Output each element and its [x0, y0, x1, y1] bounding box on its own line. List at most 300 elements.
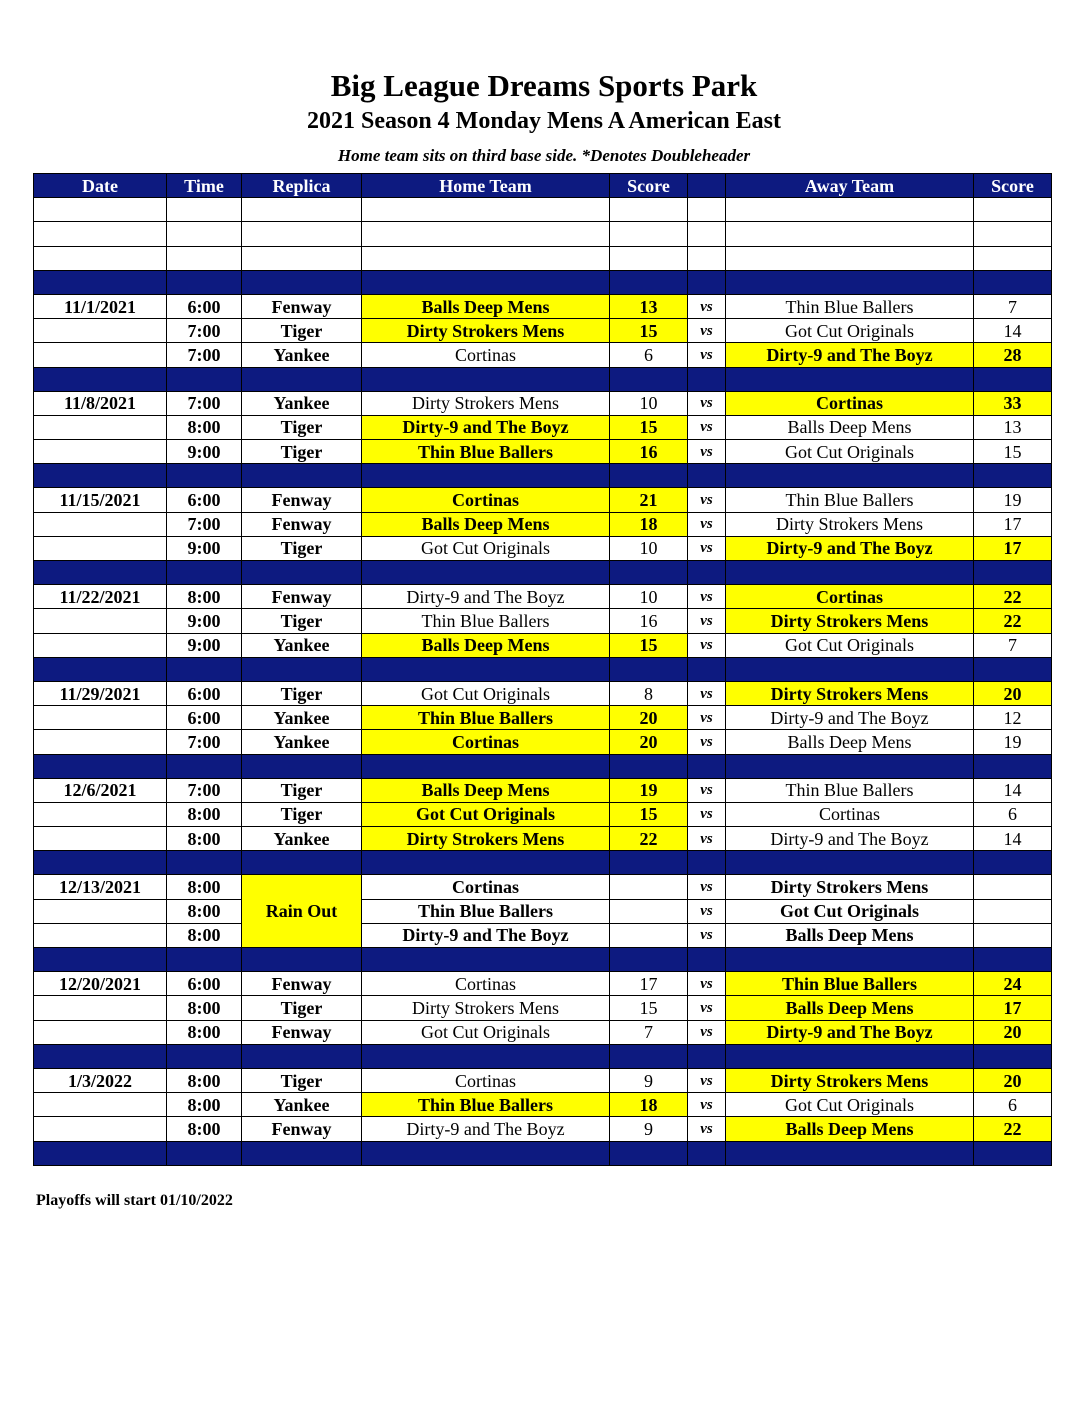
vs-label: vs — [688, 440, 726, 464]
vs-label: vs — [688, 585, 726, 609]
game-date — [34, 633, 167, 657]
game-time: 7:00 — [167, 319, 242, 343]
vs-label: vs — [688, 294, 726, 318]
separator-cell — [610, 1141, 688, 1165]
separator-cell — [362, 464, 610, 488]
away-score: 7 — [974, 294, 1052, 318]
game-field: Tiger — [242, 996, 362, 1020]
game-row — [34, 536, 1052, 560]
away-score: 17 — [974, 996, 1052, 1020]
vs-label: vs — [688, 319, 726, 343]
game-row — [34, 778, 1052, 802]
separator-cell — [34, 851, 167, 875]
separator-row — [34, 1141, 1052, 1165]
header-note: Home team sits on third base side. *Denotes Doubleheader — [337, 146, 751, 165]
home-score: 15 — [610, 802, 688, 826]
away-team: Dirty Strokers Mens — [726, 875, 974, 899]
blank-row — [34, 198, 1052, 222]
blank-cell — [242, 222, 362, 246]
game-field: Fenway — [242, 294, 362, 318]
game-field: Fenway — [242, 512, 362, 536]
game-row — [34, 706, 1052, 730]
vs-label: vs — [688, 536, 726, 560]
game-row — [34, 802, 1052, 826]
away-score: 28 — [974, 343, 1052, 367]
separator-cell — [610, 367, 688, 391]
away-team: Dirty Strokers Mens — [726, 609, 974, 633]
game-row — [34, 923, 1052, 947]
separator-cell — [610, 270, 688, 294]
separator-cell — [688, 754, 726, 778]
game-time: 6:00 — [167, 681, 242, 705]
away-score: 22 — [974, 609, 1052, 633]
away-team: Thin Blue Ballers — [726, 488, 974, 512]
blank-cell — [167, 222, 242, 246]
separator-cell — [34, 464, 167, 488]
separator-cell — [688, 1141, 726, 1165]
separator-cell — [242, 754, 362, 778]
home-team: Thin Blue Ballers — [362, 609, 610, 633]
away-score: 20 — [974, 681, 1052, 705]
separator-cell — [167, 464, 242, 488]
away-team: Thin Blue Ballers — [726, 778, 974, 802]
game-time: 9:00 — [167, 536, 242, 560]
vs-label: vs — [688, 875, 726, 899]
col-header-date: Date — [34, 174, 167, 198]
home-score: 6 — [610, 343, 688, 367]
separator-cell — [688, 1044, 726, 1068]
separator-cell — [974, 1044, 1052, 1068]
game-row — [34, 681, 1052, 705]
away-score: 24 — [974, 972, 1052, 996]
home-score: 10 — [610, 585, 688, 609]
game-time: 8:00 — [167, 899, 242, 923]
vs-label: vs — [688, 633, 726, 657]
separator-cell — [242, 270, 362, 294]
separator-cell — [362, 1141, 610, 1165]
game-row — [34, 827, 1052, 851]
home-team: Got Cut Originals — [362, 536, 610, 560]
game-field: Yankee — [242, 730, 362, 754]
home-score: 16 — [610, 609, 688, 633]
away-team: Got Cut Originals — [726, 899, 974, 923]
away-team: Got Cut Originals — [726, 633, 974, 657]
home-team: Dirty-9 and The Boyz — [362, 415, 610, 439]
away-team: Dirty-9 and The Boyz — [726, 706, 974, 730]
away-score: 17 — [974, 536, 1052, 560]
separator-cell — [610, 657, 688, 681]
home-team: Cortinas — [362, 875, 610, 899]
game-time: 7:00 — [167, 778, 242, 802]
away-score: 17 — [974, 512, 1052, 536]
away-team: Thin Blue Ballers — [726, 294, 974, 318]
blank-cell — [974, 198, 1052, 222]
separator-cell — [974, 754, 1052, 778]
game-time: 7:00 — [167, 391, 242, 415]
game-date: 11/22/2021 — [34, 585, 167, 609]
vs-label: vs — [688, 827, 726, 851]
separator-cell — [34, 367, 167, 391]
game-field: Tiger — [242, 609, 362, 633]
game-row — [34, 294, 1052, 318]
separator-cell — [726, 561, 974, 585]
separator-cell — [610, 851, 688, 875]
vs-label: vs — [688, 1068, 726, 1092]
vs-label: vs — [688, 343, 726, 367]
game-field: Yankee — [242, 633, 362, 657]
home-score: 15 — [610, 319, 688, 343]
blank-cell — [688, 198, 726, 222]
blank-cell — [610, 246, 688, 270]
game-date — [34, 512, 167, 536]
home-team: Dirty Strokers Mens — [362, 996, 610, 1020]
vs-label: vs — [688, 923, 726, 947]
game-field: Tiger — [242, 1068, 362, 1092]
away-score: 7 — [974, 633, 1052, 657]
game-row — [34, 343, 1052, 367]
game-field: Yankee — [242, 1093, 362, 1117]
separator-row — [34, 754, 1052, 778]
game-field: Tiger — [242, 802, 362, 826]
col-header-away-team: Away Team — [726, 174, 974, 198]
blank-cell — [34, 198, 167, 222]
separator-cell — [974, 851, 1052, 875]
away-team: Cortinas — [726, 391, 974, 415]
game-date — [34, 609, 167, 633]
away-score — [974, 923, 1052, 947]
separator-cell — [242, 1141, 362, 1165]
vs-label: vs — [688, 609, 726, 633]
away-score: 33 — [974, 391, 1052, 415]
game-field: Tiger — [242, 319, 362, 343]
game-field: Fenway — [242, 585, 362, 609]
home-team: Balls Deep Mens — [362, 633, 610, 657]
away-score: 14 — [974, 319, 1052, 343]
home-team: Cortinas — [362, 972, 610, 996]
separator-cell — [974, 464, 1052, 488]
game-date — [34, 730, 167, 754]
separator-cell — [362, 851, 610, 875]
separator-cell — [726, 948, 974, 972]
game-time: 7:00 — [167, 343, 242, 367]
home-team: Dirty Strokers Mens — [362, 391, 610, 415]
away-score: 19 — [974, 488, 1052, 512]
game-row — [34, 899, 1052, 923]
vs-label: vs — [688, 706, 726, 730]
home-team: Dirty-9 and The Boyz — [362, 1117, 610, 1141]
game-time: 9:00 — [167, 440, 242, 464]
away-team: Dirty-9 and The Boyz — [726, 536, 974, 560]
game-time: 7:00 — [167, 512, 242, 536]
away-score: 6 — [974, 1093, 1052, 1117]
game-time: 9:00 — [167, 609, 242, 633]
home-score: 15 — [610, 996, 688, 1020]
game-time: 8:00 — [167, 1117, 242, 1141]
separator-cell — [688, 367, 726, 391]
vs-label: vs — [688, 415, 726, 439]
game-field: Tiger — [242, 536, 362, 560]
home-team: Got Cut Originals — [362, 1020, 610, 1044]
home-team: Thin Blue Ballers — [362, 1093, 610, 1117]
away-team: Balls Deep Mens — [726, 1117, 974, 1141]
game-field: Fenway — [242, 1020, 362, 1044]
away-score: 12 — [974, 706, 1052, 730]
separator-cell — [362, 270, 610, 294]
separator-cell — [167, 851, 242, 875]
blank-cell — [974, 222, 1052, 246]
blank-cell — [362, 222, 610, 246]
blank-cell — [610, 198, 688, 222]
game-field: Yankee — [242, 827, 362, 851]
away-team: Dirty Strokers Mens — [726, 681, 974, 705]
home-score: 18 — [610, 512, 688, 536]
blank-cell — [167, 246, 242, 270]
home-score: 17 — [610, 972, 688, 996]
game-time: 6:00 — [167, 706, 242, 730]
game-field: Fenway — [242, 972, 362, 996]
col-header-away-score: Score — [974, 174, 1052, 198]
separator-cell — [974, 1141, 1052, 1165]
separator-cell — [610, 464, 688, 488]
home-score: 13 — [610, 294, 688, 318]
home-team: Thin Blue Ballers — [362, 440, 610, 464]
separator-cell — [167, 367, 242, 391]
away-team: Dirty Strokers Mens — [726, 1068, 974, 1092]
vs-label: vs — [688, 1093, 726, 1117]
game-row — [34, 633, 1052, 657]
vs-label: vs — [688, 488, 726, 512]
game-time: 8:00 — [167, 1020, 242, 1044]
game-row — [34, 972, 1052, 996]
game-time: 9:00 — [167, 633, 242, 657]
separator-cell — [974, 948, 1052, 972]
separator-row — [34, 657, 1052, 681]
separator-cell — [167, 1141, 242, 1165]
game-row — [34, 488, 1052, 512]
separator-cell — [362, 754, 610, 778]
blank-row — [34, 222, 1052, 246]
separator-cell — [362, 561, 610, 585]
blank-cell — [726, 222, 974, 246]
separator-cell — [167, 270, 242, 294]
away-team: Dirty-9 and The Boyz — [726, 343, 974, 367]
vs-label: vs — [688, 730, 726, 754]
game-field: Yankee — [242, 391, 362, 415]
separator-cell — [688, 561, 726, 585]
game-date: 1/3/2022 — [34, 1068, 167, 1092]
separator-cell — [726, 754, 974, 778]
away-team: Got Cut Originals — [726, 1093, 974, 1117]
separator-cell — [242, 367, 362, 391]
separator-cell — [726, 270, 974, 294]
game-row — [34, 1020, 1052, 1044]
game-date — [34, 1093, 167, 1117]
separator-cell — [610, 561, 688, 585]
game-row — [34, 609, 1052, 633]
home-team: Thin Blue Ballers — [362, 899, 610, 923]
home-score: 21 — [610, 488, 688, 512]
separator-cell — [167, 561, 242, 585]
blank-cell — [688, 246, 726, 270]
game-date: 11/1/2021 — [34, 294, 167, 318]
vs-label: vs — [688, 802, 726, 826]
game-time: 8:00 — [167, 1093, 242, 1117]
schedule-table — [33, 173, 1052, 1166]
blank-cell — [726, 198, 974, 222]
game-date: 11/15/2021 — [34, 488, 167, 512]
away-team: Dirty-9 and The Boyz — [726, 827, 974, 851]
away-team: Balls Deep Mens — [726, 923, 974, 947]
game-time: 8:00 — [167, 923, 242, 947]
separator-cell — [974, 561, 1052, 585]
col-header-home-score: Score — [610, 174, 688, 198]
game-field: Tiger — [242, 440, 362, 464]
home-score: 9 — [610, 1117, 688, 1141]
col-header-replica: Replica — [242, 174, 362, 198]
separator-row — [34, 464, 1052, 488]
game-time: 8:00 — [167, 1068, 242, 1092]
vs-label: vs — [688, 778, 726, 802]
game-date: 12/6/2021 — [34, 778, 167, 802]
separator-cell — [167, 1044, 242, 1068]
away-score: 22 — [974, 1117, 1052, 1141]
home-team: Balls Deep Mens — [362, 778, 610, 802]
game-date — [34, 1117, 167, 1141]
separator-cell — [688, 948, 726, 972]
separator-row — [34, 851, 1052, 875]
vs-label: vs — [688, 1117, 726, 1141]
separator-cell — [242, 657, 362, 681]
blank-cell — [242, 198, 362, 222]
home-score — [610, 899, 688, 923]
separator-cell — [167, 948, 242, 972]
game-time: 8:00 — [167, 827, 242, 851]
away-score: 20 — [974, 1020, 1052, 1044]
separator-cell — [167, 754, 242, 778]
game-field: Yankee — [242, 706, 362, 730]
vs-label: vs — [688, 681, 726, 705]
separator-cell — [34, 270, 167, 294]
separator-row — [34, 270, 1052, 294]
vs-label: vs — [688, 996, 726, 1020]
home-score: 15 — [610, 415, 688, 439]
game-field: Yankee — [242, 343, 362, 367]
table-header-row — [34, 174, 1052, 198]
home-score: 20 — [610, 730, 688, 754]
away-score: 13 — [974, 415, 1052, 439]
home-team: Got Cut Originals — [362, 681, 610, 705]
separator-cell — [362, 948, 610, 972]
game-time: 8:00 — [167, 585, 242, 609]
game-date: 12/13/2021 — [34, 875, 167, 899]
separator-cell — [610, 948, 688, 972]
separator-cell — [34, 657, 167, 681]
away-team: Balls Deep Mens — [726, 730, 974, 754]
separator-cell — [34, 1044, 167, 1068]
game-date — [34, 319, 167, 343]
game-time: 6:00 — [167, 294, 242, 318]
game-date: 11/29/2021 — [34, 681, 167, 705]
away-score: 6 — [974, 802, 1052, 826]
blank-cell — [242, 246, 362, 270]
vs-label: vs — [688, 512, 726, 536]
game-row — [34, 996, 1052, 1020]
home-team: Thin Blue Ballers — [362, 706, 610, 730]
blank-cell — [34, 222, 167, 246]
game-field: Fenway — [242, 1117, 362, 1141]
home-team: Dirty Strokers Mens — [362, 319, 610, 343]
page-subtitle: 2021 Season 4 Monday Mens A American East — [306, 108, 782, 134]
home-team: Cortinas — [362, 730, 610, 754]
game-time: 8:00 — [167, 802, 242, 826]
home-score — [610, 875, 688, 899]
game-date — [34, 415, 167, 439]
separator-cell — [610, 1044, 688, 1068]
separator-cell — [726, 1141, 974, 1165]
game-time: 6:00 — [167, 488, 242, 512]
game-date — [34, 706, 167, 730]
separator-row — [34, 1044, 1052, 1068]
separator-cell — [726, 851, 974, 875]
game-row — [34, 319, 1052, 343]
away-team: Dirty-9 and The Boyz — [726, 1020, 974, 1044]
game-row — [34, 1117, 1052, 1141]
home-score: 22 — [610, 827, 688, 851]
separator-cell — [34, 1141, 167, 1165]
game-time: 7:00 — [167, 730, 242, 754]
home-team: Balls Deep Mens — [362, 512, 610, 536]
away-team: Cortinas — [726, 585, 974, 609]
home-score: 10 — [610, 391, 688, 415]
home-team: Dirty-9 and The Boyz — [362, 923, 610, 947]
game-date — [34, 343, 167, 367]
home-team: Cortinas — [362, 343, 610, 367]
away-score: 14 — [974, 827, 1052, 851]
vs-label: vs — [688, 1020, 726, 1044]
game-field: Tiger — [242, 415, 362, 439]
game-time: 6:00 — [167, 972, 242, 996]
home-score: 18 — [610, 1093, 688, 1117]
separator-cell — [34, 754, 167, 778]
col-header-time: Time — [167, 174, 242, 198]
game-field: Fenway — [242, 488, 362, 512]
col-header-vs — [688, 174, 726, 198]
separator-cell — [242, 464, 362, 488]
game-row — [34, 585, 1052, 609]
game-row — [34, 440, 1052, 464]
game-field: Tiger — [242, 778, 362, 802]
game-row — [34, 1093, 1052, 1117]
rain-out-badge: Rain Out — [242, 875, 362, 948]
home-score — [610, 923, 688, 947]
home-score: 16 — [610, 440, 688, 464]
blank-cell — [362, 198, 610, 222]
game-time: 8:00 — [167, 415, 242, 439]
home-team: Cortinas — [362, 1068, 610, 1092]
separator-cell — [974, 367, 1052, 391]
away-score — [974, 899, 1052, 923]
game-date — [34, 440, 167, 464]
game-row — [34, 415, 1052, 439]
separator-cell — [610, 754, 688, 778]
game-date — [34, 996, 167, 1020]
separator-cell — [726, 1044, 974, 1068]
separator-cell — [688, 657, 726, 681]
page-title: Big League Dreams Sports Park — [330, 68, 758, 103]
game-date — [34, 923, 167, 947]
game-date — [34, 1020, 167, 1044]
separator-cell — [726, 657, 974, 681]
